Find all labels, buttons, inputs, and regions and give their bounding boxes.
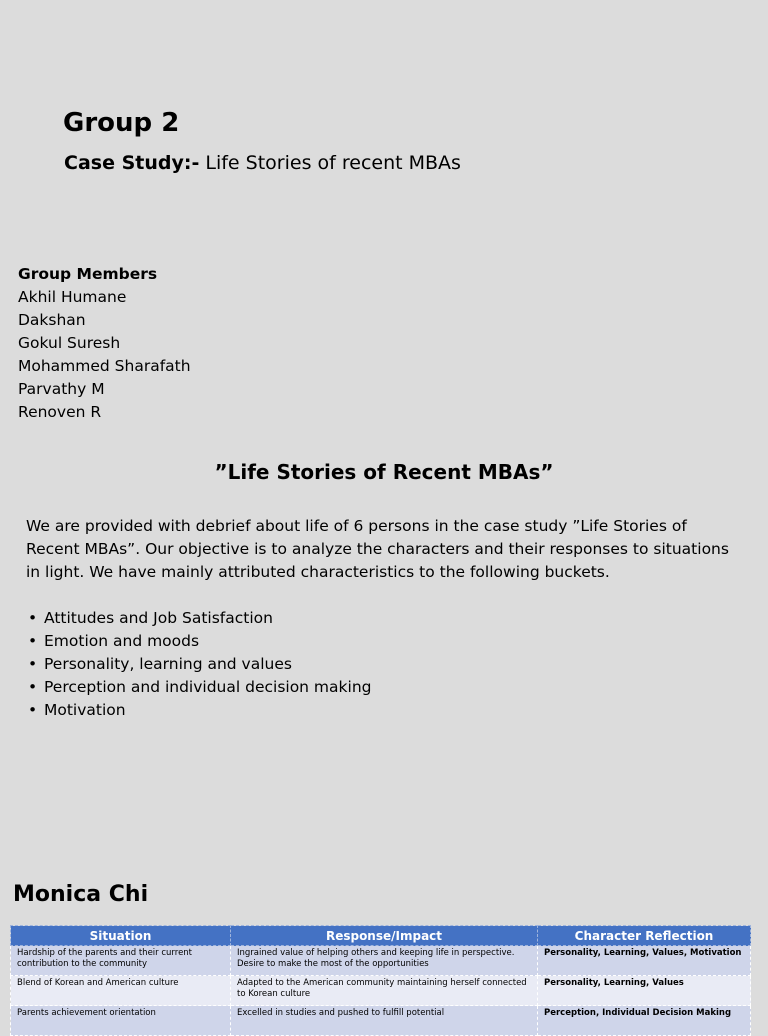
table-row	[11, 976, 751, 1006]
situation-cell: Blend of Korean and American culture	[11, 976, 231, 1006]
list-item: • Personality, learning and values	[28, 653, 371, 676]
case-study-subtitle	[64, 152, 461, 174]
response-cell: Adapted to the American community maintaining herself connected to Korean culture	[231, 976, 538, 1006]
bucket-list	[28, 607, 371, 722]
member-name: Gokul Suresh	[18, 334, 121, 352]
person-title: Monica Chi	[13, 882, 149, 907]
column-header-situation: Situation	[11, 926, 231, 946]
subtitle-text: Life Stories of recent MBAs	[199, 152, 461, 174]
reflection-cell: Personality, Learning, Values	[538, 976, 751, 1006]
situation-cell: Hardship of the parents and their current contribution to the community	[11, 946, 231, 976]
bullet-icon: •	[28, 632, 38, 650]
subtitle-prefix: Case Study:-	[64, 152, 200, 174]
overview-paragraph: We are provided with debrief about life of 6 persons in the case study ”Life Stories of Recent MBAs”. Our objective is to analyze the characters and their responses to situations in light. We have mainly attributed characteristics to the following buckets.	[26, 517, 729, 581]
situation-cell: Parents achievement orientation	[11, 1006, 231, 1036]
group-title: Group 2	[63, 108, 180, 138]
overview-title: ”Life Stories of Recent MBAs”	[214, 460, 554, 484]
member-name: Parvathy M	[18, 380, 105, 398]
character-table	[10, 925, 751, 1036]
reflection-cell: Perception, Individual Decision Making	[538, 1006, 751, 1036]
bullet-icon: •	[28, 609, 38, 627]
list-item: • Attitudes and Job Satisfaction	[28, 607, 371, 630]
reflection-cell: Personality, Learning, Values, Motivation	[538, 946, 751, 976]
list-item: • Perception and individual decision making	[28, 676, 371, 699]
table-header-row	[11, 926, 751, 946]
bullet-icon: •	[28, 701, 38, 719]
table-row	[11, 946, 751, 976]
bullet-icon: •	[28, 655, 38, 673]
group-members	[18, 263, 191, 424]
table-row	[11, 1006, 751, 1036]
member-name: Mohammed Sharafath	[18, 357, 191, 375]
list-item: • Motivation	[28, 699, 371, 722]
slide-title	[0, 0, 768, 444]
member-name: Akhil Humane	[18, 288, 127, 306]
response-cell: Ingrained value of helping others and keeping life in perspective. Desire to make the most of the opportunities	[231, 946, 538, 976]
response-cell: Excelled in studies and pushed to fulfill potential	[231, 1006, 538, 1036]
slide-overview	[0, 444, 768, 864]
slide-monica-chi	[0, 864, 768, 1024]
member-name: Dakshan	[18, 311, 86, 329]
member-name: Renoven R	[18, 403, 102, 421]
members-heading: Group Members	[18, 265, 158, 283]
column-header-reflection: Character Reflection	[538, 926, 751, 946]
bullet-icon: •	[28, 678, 38, 696]
list-item: • Emotion and moods	[28, 630, 371, 653]
column-header-response: Response/Impact	[231, 926, 538, 946]
